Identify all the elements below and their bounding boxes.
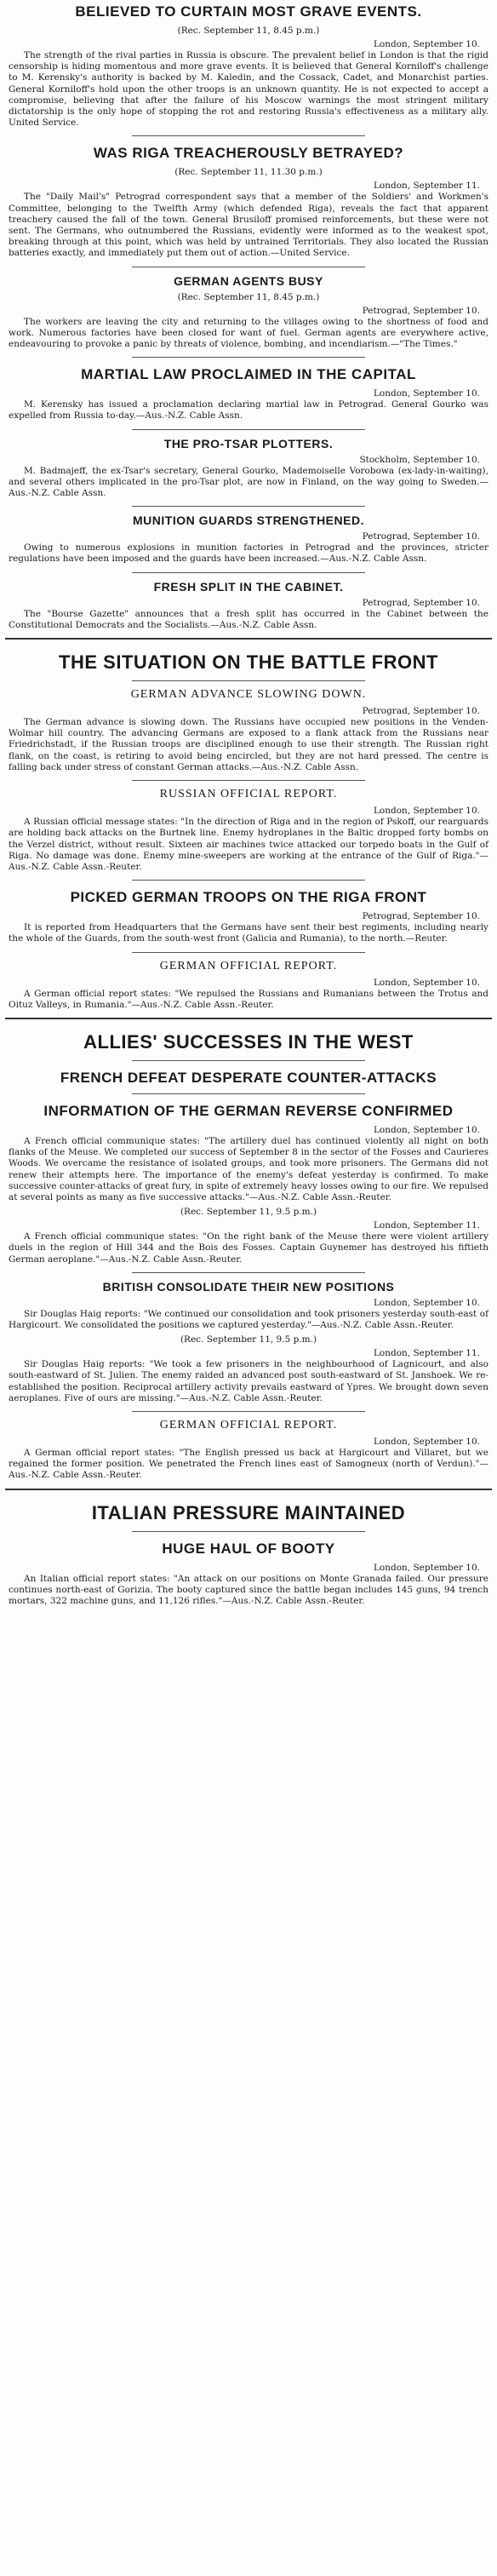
article-body: Sir Douglas Haig reports: "We continued our consolidation and took prisoners yesterday south-east of Hargicourt. We consolidated the positions we captured yesterday."—Aus.-N.Z. Cable Assn.-Reuter.	[9, 1308, 488, 1330]
article-german-agents	[5, 274, 492, 351]
received-time: (Rec. September 11, 8.45 p.m.)	[177, 26, 320, 36]
headline: GERMAN OFFICIAL REPORT.	[159, 959, 338, 972]
dateline: London, September 10.	[373, 1436, 480, 1447]
headline: HUGE HAUL OF BOOTY	[162, 1540, 335, 1557]
article-body: A German official report states: "We repulsed the Russians and Rumanians between the Trotus and Oituz Valleys, in Rumania."—Aus.-N.Z. Cable Assn.-Reuter.	[9, 988, 488, 1010]
dateline: London, September 11.	[373, 1348, 480, 1359]
dateline: London, September 10.	[373, 388, 480, 399]
section-headline: ALLIES' SUCCESSES IN THE WEST	[83, 1030, 414, 1053]
headline: BELIEVED TO CURTAIN MOST GRAVE EVENTS.	[75, 3, 422, 20]
dateline: London, September 10.	[373, 806, 480, 817]
article-body: A German official report states: "The English pressed us back at Hargicourt and Villaret, but we regained the former position. We penetrated the French lines east of Samogneux (north of Verdun)."—Aus.-N.Z. Cable Assn.-Reuter.	[9, 1447, 488, 1481]
article-german-official-east	[5, 960, 492, 1011]
article-german-official-west	[5, 1419, 492, 1482]
divider	[132, 880, 366, 881]
received-time: (Rec. September 11, 9.5 p.m.)	[180, 1334, 317, 1345]
article-huge-haul	[5, 1540, 492, 1608]
dateline: London, September 11.	[373, 181, 480, 192]
dateline: London, September 10.	[373, 39, 480, 49]
article-german-reverse	[5, 1103, 492, 1265]
divider	[132, 1272, 366, 1273]
divider	[132, 680, 366, 681]
article-body: A Russian official message states: "In the direction of Riga and in the region of Pskoff, our rearguards are holding back attacks on the Burtnek line. Enemy hydroplanes in the Baltic dropped forty bombs on the Verzel district, without result. Sixteen air machines twice attacked our torpedo boats in the Gulf of Riga. No damage was done. Enemy mine-sweepers are working at the entrance of the Gulf of Riga."—Aus.-N.Z. Cable Assn.-Reuter.	[9, 817, 488, 872]
article-french-defeat	[5, 1070, 492, 1087]
article-russian-official	[5, 788, 492, 873]
section-battle-front	[5, 651, 492, 674]
divider	[132, 506, 366, 507]
article-martial-law	[5, 366, 492, 422]
article-body: The "Daily Mail's" Petrograd correspondent says that a member of the Soldiers' and Workmen's Committee, belonging to the Twelfth Army (which defended Riga), reveals the fact that apparent treachery caused the fall of the town. General Brusiloff promised reinforcements, but these were not sent. The Germans, who outnumbered the Russians, evidently were informed as to the weakest spot, breaking through at this point, which was held by untrained Territorials. They also located the Russian batteries exactly, and immediately put them out of action.—United Service.	[9, 192, 488, 259]
article-body: M. Badmajeff, the ex-Tsar's secretary, General Gourko, Mademoiselle Vorobowa (ex-lady-in-waiting), and several others implicated in the pro-Tsar plot, are now in Finland, on the way going to Sweden.—Aus.-N.Z. Cable Assn.	[9, 465, 488, 499]
divider	[5, 638, 492, 640]
divider	[5, 1018, 492, 1019]
divider	[132, 1093, 366, 1094]
section-headline: THE SITUATION ON THE BATTLE FRONT	[59, 651, 438, 674]
headline: GERMAN OFFICIAL REPORT.	[159, 1418, 338, 1431]
dateline: Petrograd, September 10.	[362, 911, 480, 922]
headline: THE PRO-TSAR PLOTTERS.	[163, 436, 334, 450]
article-body: The German advance is slowing down. The Russians have occupied new positions in the Venden-Wolmar hill country. The advancing Germans are exposed to a flank attack from the Russians near Friedrichstadt, if the Russian troops are disciplined enough to use their strength. The Russian right flank, on the coast, is retiring to avoid being encircled, but they are not hard pressed. The centre is falling back under stress of constant German attacks.—Aus.-N.Z. Cable Assn.	[9, 717, 488, 772]
article-body: The workers are leaving the city and returning to the villages owing to the shortness of food and work. Numerous factories have been closed for want of fuel. German agents are everywhere active, endeavouring to provoke a panic by threats of violence, bombing, and incendiarism.—"The Times."	[9, 316, 488, 350]
dateline: London, September 11.	[373, 1220, 480, 1231]
divider	[132, 780, 366, 781]
divider	[132, 1060, 366, 1061]
article-body: The "Bourse Gazette" announces that a fresh split has occurred in the Cabinet between the Constitutional Democrats and the Socialists.—Aus.-N.Z. Cable Assn.	[9, 608, 488, 630]
article-body: Owing to numerous explosions in munition factories in Petrograd and the provinces, stricter regulations have been imposed and the guards have been increased.—Aus.-N.Z. Cable Assn.	[9, 542, 488, 565]
article-body: It is reported from Headquarters that the Germans have sent their best regiments, including nearly the whole of the Guards, from the south-west front (Galicia and Rumania), to the north.—Reuter.	[9, 922, 488, 944]
divider	[132, 1531, 366, 1532]
divider	[132, 952, 366, 953]
article-munition-guards	[5, 513, 492, 565]
received-time: (Rec. September 11, 8.45 p.m.)	[177, 291, 320, 302]
divider	[5, 1489, 492, 1490]
section-headline: ITALIAN PRESSURE MAINTAINED	[91, 1501, 406, 1523]
headline: INFORMATION OF THE GERMAN REVERSE CONFIRMED	[43, 1102, 454, 1119]
dateline: Petrograd, September 10.	[362, 305, 480, 316]
article-body: M. Kerensky has issued a proclamation declaring martial law in Petrograd. General Gourko was expelled from Russia to-day.—Aus.-N.Z. Cable Assn.	[9, 399, 488, 422]
dateline: Petrograd, September 10.	[362, 706, 480, 717]
article-cabinet-split	[5, 580, 492, 631]
headline: MARTIAL LAW PROCLAIMED IN THE CAPITAL	[81, 366, 416, 383]
article-body: The strength of the rival parties in Russia is obscure. The prevalent belief in London is that the rigid censorship is hiding momentous and more grave events. It is believed that General Korniloff's challenge to M. Kerensky's authority is backed by M. Kaledin, and the Cossack, Cadet, and Monarchist parties. General Korniloff's hold upon the other troops is an unknown quantity. He is not expected to accept a compromise, believing that after the failure of his Moscow warnings the most stringent military dictatorship is the only hope of stopping the rot and restoring Russia's effectiveness as a military ally. United Service.	[9, 50, 488, 129]
dateline: London, September 10.	[373, 977, 480, 988]
divider	[132, 1411, 366, 1412]
dateline: Petrograd, September 10.	[362, 597, 480, 608]
divider	[132, 572, 366, 573]
article-picked-troops	[5, 889, 492, 944]
article-curtain-grave-events	[5, 3, 492, 129]
section-allies-west	[5, 1031, 492, 1053]
headline: FRESH SPLIT IN THE CABINET.	[153, 579, 344, 594]
divider	[132, 135, 366, 136]
article-body: Sir Douglas Haig reports: "We took a few prisoners in the neighbourhood of Lagnicourt, and also south-eastward of St. Julien. The enemy raided an advanced post south-eastward of St. Janshoek. We re-established the position. Reciprocal artillery activity prevails eastward of Ypres. We brought down seven aeroplanes. Five of ours are missing."—Aus.-N.Z. Cable Assn.-Reuter.	[9, 1359, 488, 1403]
dateline: London, September 10.	[373, 1124, 480, 1135]
article-german-advance	[5, 688, 492, 773]
article-riga-betrayed	[5, 145, 492, 259]
received-time: (Rec. September 11, 11.30 p.m.)	[174, 167, 323, 178]
article-body: A French official communique states: "On the right bank of the Meuse there were violent artillery duels in the region of Hill 344 and the Bois des Fosses. Captain Guynemer has destroyed his fiftieth German aeroplane."—Aus.-N.Z. Cable Assn.-Reuter.	[9, 1231, 488, 1265]
headline: GERMAN ADVANCE SLOWING DOWN.	[130, 688, 367, 702]
article-body: An Italian official report states: "An attack on our positions on Monte Granada failed. Our pressure continues north-east of Gorizia. The booty captured since the battle began includes 145 guns, 94 trench mortars, 322 machine guns, and 11,126 rifles."—Aus.-N.Z. Cable Assn.-Reuter.	[9, 1573, 488, 1606]
headline: FRENCH DEFEAT DESPERATE COUNTER-ATTACKS	[60, 1069, 437, 1086]
article-body: A French official communique states: "The artillery duel has continued violently all night on both flanks of the Meuse. We completed our success of September 8 in the sector of the Fosses and Caurieres Woods. We overcame the resistance of isolated groups, and took more prisoners. The Germans did not renew their attempts here. The importance of the enemy's defeat yesterday is confirmed. To make successive counter-attacks of great fury, in spite of extremely heavy losses owing to our fire. We repulsed at several points as many as five successive attacks."—Aus.-N.Z. Cable Assn.-Reuter.	[9, 1135, 488, 1202]
headline: MUNITION GUARDS STRENGTHENED.	[133, 513, 364, 528]
divider	[132, 429, 366, 430]
dateline: Petrograd, September 10.	[362, 531, 480, 542]
headline: PICKED GERMAN TROOPS ON THE RIGA FRONT	[70, 889, 427, 906]
divider	[132, 357, 366, 358]
headline: WAS RIGA TREACHEROUSLY BETRAYED?	[93, 145, 404, 162]
headline: RUSSIAN OFFICIAL REPORT.	[159, 788, 338, 801]
received-time: (Rec. September 11, 9.5 p.m.)	[180, 1207, 317, 1218]
section-italian-pressure	[5, 1502, 492, 1524]
headline: GERMAN AGENTS BUSY	[174, 273, 323, 288]
article-pro-tsar-plotters	[5, 437, 492, 500]
dateline: London, September 10.	[373, 1297, 480, 1308]
article-british-consolidate	[5, 1280, 492, 1404]
dateline: London, September 10.	[373, 1562, 480, 1573]
dateline: Stockholm, September 10.	[359, 454, 480, 465]
headline: BRITISH CONSOLIDATE THEIR NEW POSITIONS	[102, 1279, 395, 1294]
